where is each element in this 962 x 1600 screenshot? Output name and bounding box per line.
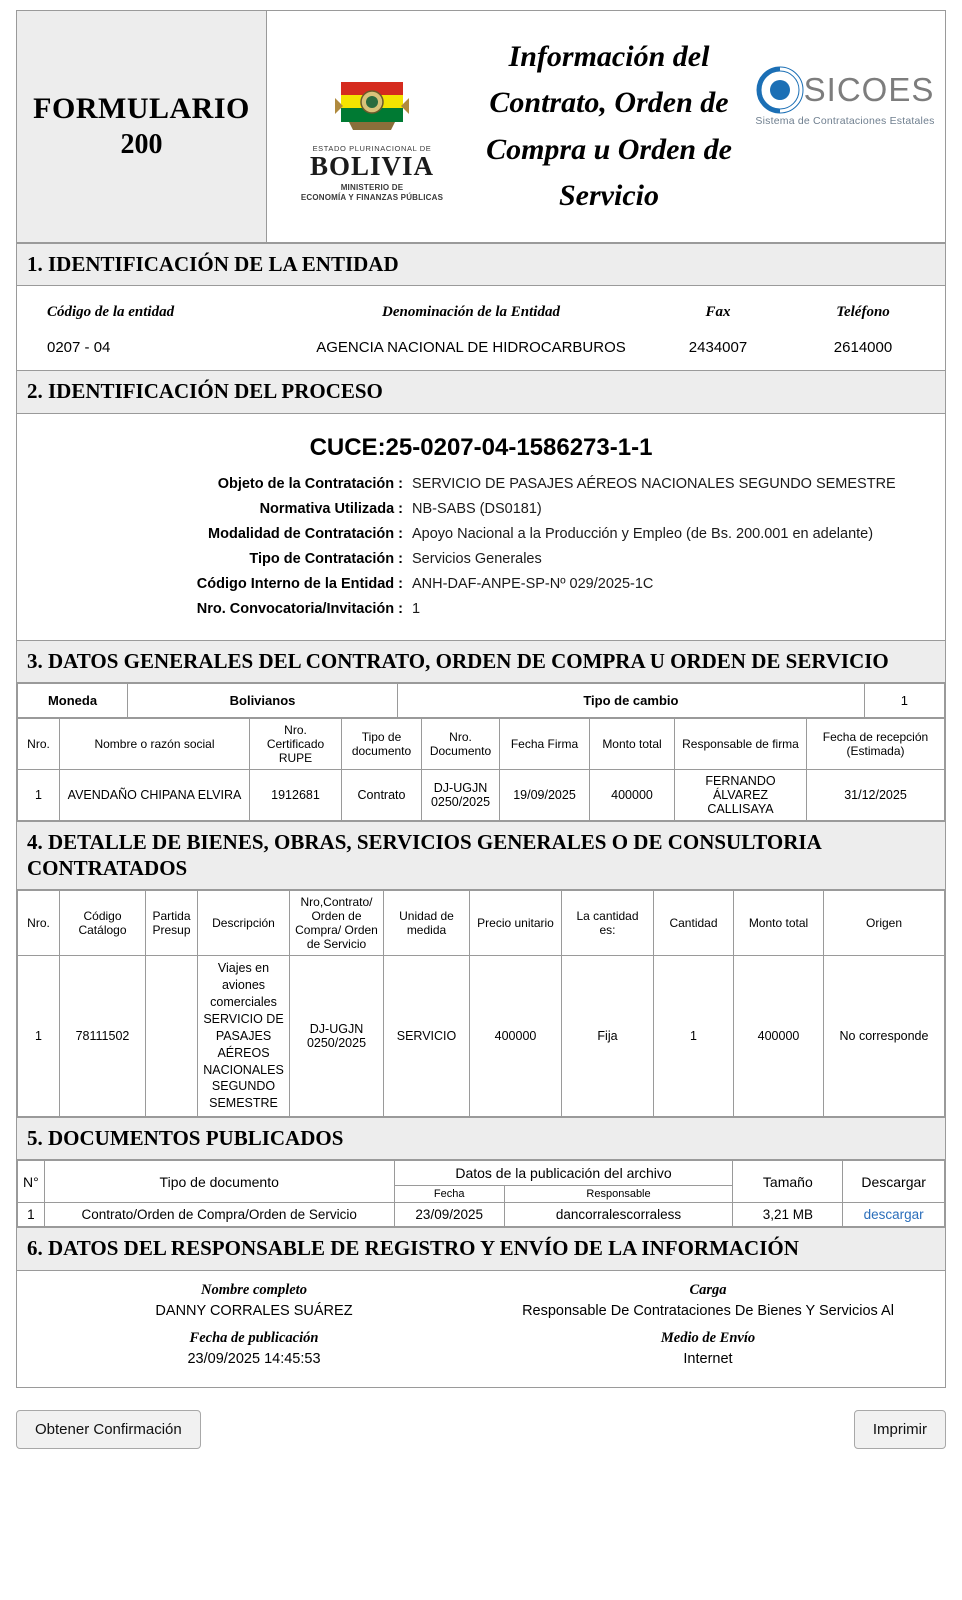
publication-date-label: Fecha de publicación (189, 1329, 319, 1346)
cell-fecha-recepcion: 31/12/2025 (807, 769, 945, 820)
tipo-cambio-label: Tipo de cambio (398, 683, 865, 717)
entity-phone-value: 2614000 (833, 339, 893, 357)
entity-phone-label: Teléfono (836, 304, 890, 321)
col-responsable: Responsable (504, 1186, 733, 1203)
cell-tipo-documento: Contrato/Orden de Compra/Orden de Servicio (44, 1203, 394, 1227)
col-n: N° (18, 1161, 45, 1203)
form-number-block (17, 11, 267, 242)
document-header (17, 11, 945, 243)
table-header-row (18, 891, 945, 956)
field-nro-convocatoria (27, 601, 935, 617)
cell-origen: No corresponde (824, 956, 945, 1117)
cell-descargar[interactable] (843, 1203, 945, 1227)
entity-fax-label: Fax (705, 304, 731, 321)
section-6-title: 6. DATOS DEL RESPONSABLE DE REGISTRO Y ENVÍO DE LA INFORMACIÓN (17, 1227, 945, 1270)
col-nro-documento: Nro. Documento (422, 718, 500, 769)
cell-n: 1 (18, 1203, 45, 1227)
entity-name-value: AGENCIA NACIONAL DE HIDROCARBUROS (316, 339, 626, 357)
col-monto-total: Monto total (734, 891, 824, 956)
responsible-name-value: DANNY CORRALES SUÁREZ (155, 1302, 353, 1319)
form-200-document (16, 10, 946, 1388)
cell-la-cantidad-es: Fija (562, 956, 654, 1117)
moneda-value: Bolivianos (128, 683, 398, 717)
entity-name-label: Denominación de la Entidad (382, 304, 560, 321)
ministry-name (301, 183, 443, 203)
coat-subtitle: ESTADO PLURINACIONAL DE (312, 144, 432, 153)
cell-nro-documento: DJ-UGJN 0250/2025 (422, 769, 500, 820)
cell-responsable: dancorralescorraless (504, 1203, 733, 1227)
section-3-title: 3. DATOS GENERALES DEL CONTRATO, ORDEN DE COMPRA U ORDEN DE SERVICIO (17, 640, 945, 683)
entity-phone-field (793, 304, 933, 356)
col-fecha-firma: Fecha Firma (500, 718, 590, 769)
print-button[interactable]: Imprimir (854, 1410, 946, 1449)
form-label: FORMULARIO (33, 91, 250, 125)
cell-responsable-firma: FERNANDO ÁLVAREZ CALLISAYA (675, 769, 807, 820)
cell-monto-total: 400000 (734, 956, 824, 1117)
descripcion-bold: Viajes en aviones comerciales (210, 961, 277, 1009)
entity-fax-value: 2434007 (688, 339, 748, 357)
cell-codigo-catalogo: 78111502 (60, 956, 146, 1117)
download-link[interactable]: descargar (863, 1207, 924, 1223)
cell-tamano: 3,21 MB (733, 1203, 843, 1227)
sicoes-subtitle: Sistema de Contrataciones Estatales (755, 115, 935, 127)
table-header-row (18, 1161, 945, 1186)
col-nro: Nro. (18, 718, 60, 769)
responsible-name-label: Nombre completo (201, 1281, 307, 1298)
coat-country: BOLIVIA (309, 151, 435, 181)
col-tipo-documento: Tipo de documento (44, 1161, 394, 1203)
cell-unidad-medida: SERVICIO (384, 956, 470, 1117)
tipo-contratacion-value: Servicios Generales (412, 550, 542, 567)
responsible-name-field (27, 1279, 481, 1327)
entity-code-label: Código de la entidad (47, 304, 175, 321)
published-documents-table (17, 1160, 945, 1227)
entity-fax-field (643, 304, 793, 356)
codigo-interno-label: Código Interno de la Entidad : (196, 575, 403, 592)
responsible-role-field (481, 1279, 935, 1327)
cell-nombre: AVENDAÑO CHIPANA ELVIRA (60, 769, 250, 820)
bolivia-logo-block (267, 11, 477, 242)
col-fecha: Fecha (394, 1186, 504, 1203)
cell-partida-presup (146, 956, 198, 1117)
col-rupe: Nro. Certificado RUPE (250, 718, 342, 769)
sending-medium-field (481, 1327, 935, 1375)
process-identification-block (17, 414, 945, 640)
document-title: Información del Contrato, Orden de Compra u Orden de Servicio (486, 39, 732, 212)
table-row (18, 1203, 945, 1227)
field-codigo-interno (27, 576, 935, 592)
col-monto-total: Monto total (590, 718, 675, 769)
cell-precio-unitario: 400000 (470, 956, 562, 1117)
col-descargar: Descargar (843, 1161, 945, 1203)
section-2-title: 2. IDENTIFICACIÓN DEL PROCESO (17, 370, 945, 413)
cell-monto-total: 400000 (590, 769, 675, 820)
registration-responsible-block (17, 1271, 945, 1387)
section-1-title: 1. IDENTIFICACIÓN DE LA ENTIDAD (17, 243, 945, 286)
objeto-label: Objeto de la Contratación : (217, 475, 403, 492)
normativa-label: Normativa Utilizada : (259, 500, 403, 517)
cell-tipo-documento: Contrato (342, 769, 422, 820)
col-origen: Origen (824, 891, 945, 956)
col-partida-presup: Partida Presup (146, 891, 198, 956)
bolivia-coat-of-arms-icon (329, 78, 415, 140)
cell-nro-contrato: DJ-UGJN 0250/2025 (290, 956, 384, 1117)
sicoes-logo-icon (756, 66, 804, 114)
items-detail-table (17, 890, 945, 1117)
col-nro-contrato: Nro,Contrato/ Orden de Compra/ Orden de Servicio (290, 891, 384, 956)
cell-fecha: 23/09/2025 (394, 1203, 504, 1227)
col-unidad-medida: Unidad de medida (384, 891, 470, 956)
col-responsable-firma: Responsable de firma (675, 718, 807, 769)
cuce-code: CUCE:25-0207-04-1586273-1-1 (309, 433, 653, 461)
col-nro: Nro. (18, 891, 60, 956)
entity-code-field (29, 304, 299, 356)
col-nombre-razon-social: Nombre o razón social (60, 718, 250, 769)
cell-cantidad: 1 (654, 956, 734, 1117)
col-cantidad: Cantidad (654, 891, 734, 956)
col-codigo-catalogo: Código Catálogo (60, 891, 146, 956)
cell-descripcion (198, 956, 290, 1117)
codigo-interno-value: ANH-DAF-ANPE-SP-Nº 029/2025-1C (412, 575, 654, 592)
col-fecha-recepcion: Fecha de recepción (Estimada) (807, 718, 945, 769)
col-precio-unitario: Precio unitario (470, 891, 562, 956)
currency-table (17, 683, 945, 718)
publication-date-field (27, 1327, 481, 1375)
moneda-label: Moneda (18, 683, 128, 717)
ministry-line-2: ECONOMÍA Y FINANZAS PÚBLICAS (300, 193, 444, 202)
modalidad-label: Modalidad de Contratación : (208, 525, 403, 542)
col-tamano: Tamaño (733, 1161, 843, 1203)
col-tipo-documento: Tipo de documento (342, 718, 422, 769)
col-datos-publicacion: Datos de la publicación del archivo (394, 1161, 733, 1186)
field-normativa (27, 501, 935, 517)
field-tipo-contratacion (27, 551, 935, 567)
tipo-contratacion-label: Tipo de Contratación : (249, 550, 403, 567)
descripcion-detalle: SERVICIO DE PASAJES AÉREOS NACIONALES SEGUNDO SEMESTRE (203, 1011, 284, 1111)
footer-actions (16, 1410, 946, 1449)
publication-date-value: 23/09/2025 14:45:53 (187, 1350, 321, 1367)
entity-name-field (299, 304, 643, 356)
sicoes-name: SICOES (803, 71, 935, 108)
cell-nro: 1 (18, 769, 60, 820)
field-objeto (27, 476, 935, 492)
field-modalidad (27, 526, 935, 542)
sicoes-logo-block (745, 11, 945, 242)
form-number: 200 (120, 129, 163, 161)
col-descripcion: Descripción (198, 891, 290, 956)
table-header-row (18, 718, 945, 769)
cell-nro: 1 (18, 956, 60, 1117)
cell-fecha-firma: 19/09/2025 (500, 769, 590, 820)
table-row (18, 769, 945, 820)
ministry-line-1: MINISTERIO DE (340, 183, 404, 192)
section-4-title: 4. DETALLE DE BIENES, OBRAS, SERVICIOS GENERALES O DE CONSULTORIA CONTRATADOS (17, 821, 945, 891)
entity-identification-block (17, 286, 945, 370)
nro-convocatoria-label: Nro. Convocatoria/Invitación : (196, 600, 403, 617)
sending-medium-label: Medio de Envío (660, 1329, 756, 1346)
section-5-title: 5. DOCUMENTOS PUBLICADOS (17, 1117, 945, 1160)
entity-code-value: 0207 - 04 (47, 339, 111, 357)
table-row (18, 956, 945, 1117)
nro-convocatoria-value: 1 (412, 600, 421, 617)
responsible-role-value: Responsable De Contrataciones De Bienes Y Servicios Al (522, 1302, 894, 1319)
objeto-value: SERVICIO DE PASAJES AÉREOS NACIONALES SEGUNDO SEMESTRE (412, 475, 896, 492)
col-la-cantidad-es: La cantidad es: (562, 891, 654, 956)
contract-general-data-table (17, 718, 945, 821)
table-row (18, 683, 945, 717)
responsible-role-label: Carga (689, 1281, 727, 1298)
obtain-confirmation-button[interactable]: Obtener Confirmación (16, 1410, 201, 1449)
tipo-cambio-value: 1 (864, 683, 944, 717)
modalidad-value: Apoyo Nacional a la Producción y Empleo (de Bs. 200.001 en adelante) (412, 525, 874, 542)
cell-rupe: 1912681 (250, 769, 342, 820)
normativa-value: NB-SABS (DS0181) (412, 500, 542, 517)
sending-medium-value: Internet (683, 1350, 733, 1367)
